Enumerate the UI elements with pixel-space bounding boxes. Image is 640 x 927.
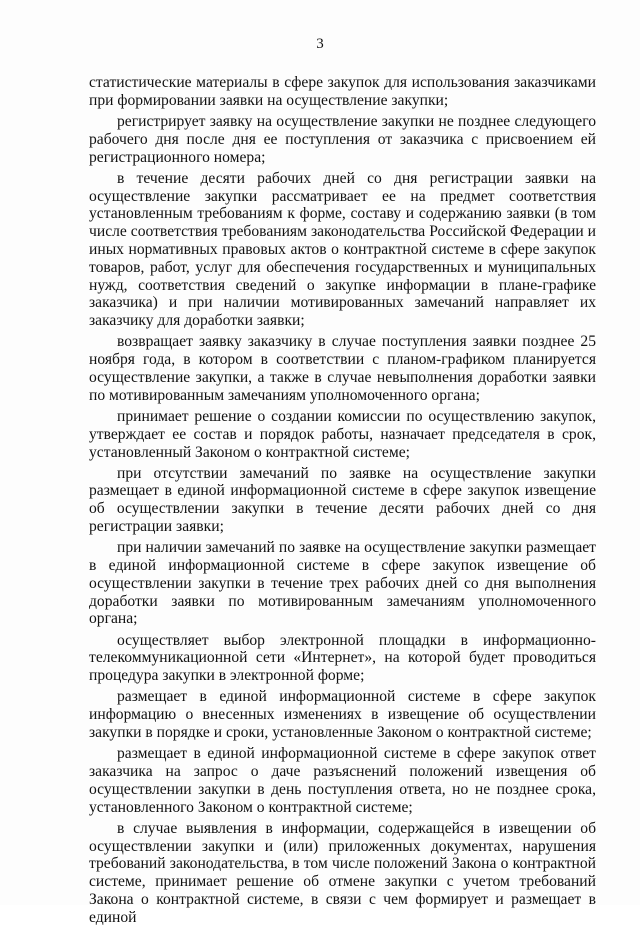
paragraph: возвращает заявку заказчику в случае поступления заявки позднее 25 ноября года, в котором в соответствии с планом-графиком планируется осуществление закупки, а также в случае невыполнения доработки заявки по мотивированным замечаниям уполномоченного органа; xyxy=(89,333,596,404)
paragraph: регистрирует заявку на осуществление закупки не позднее следующего рабочего дня после дня ее поступления от заказчика с присвоением ей регистрационного номера; xyxy=(89,112,596,166)
paragraph: в случае выявления в информации, содержащейся в извещении об осуществлении закупки и (или) приложенных документах, нарушения требований законодательства, в том числе положений Закона о контрактной системе, принимает решение об отмене закупки с учетом требований Закона о контрактной системе, в связи с чем формирует и размещает в единой xyxy=(89,819,596,926)
document-body xyxy=(89,74,596,927)
paragraph: размещает в единой информационной системе в сфере закупок информацию о внесенных изменениях в извещение об осуществлении закупки в порядке и сроки, установленные Законом о контрактной системе; xyxy=(89,688,596,742)
paragraph: при отсутствии замечаний по заявке на осуществление закупки размещает в единой информационной системе в сфере закупок извещение об осуществлении закупки в течение десяти рабочих дней со дня регистрации заявки; xyxy=(89,464,596,536)
page-number: 3 xyxy=(316,36,324,52)
paragraph: осуществляет выбор электронной площадки в информационно-телекоммуникационной сети «Интернет», на которой будет проводиться процедура закупки в электронной форме; xyxy=(89,631,596,685)
paragraph: статистические материалы в сфере закупок для использования заказчиками при формировании заявки на осуществление закупки; xyxy=(89,74,596,109)
paragraph: размещает в единой информационной системе в сфере закупок ответ заказчика на запрос о даче разъяснений положений извещения об осуществлении закупки в день поступления ответа, но не позднее срока, установленного Законом о контрактной системе; xyxy=(89,745,596,816)
paragraph: в течение десяти рабочих дней со дня регистрации заявки на осуществление закупки рассматривает ее на предмет соответствия установленным требованиям к форме, составу и содержанию заявки (в том числе соответствия требованиям законодательства Российской Федерации и иных нормативных правовых актов о контрактной системе в сфере закупок товаров, работ, услуг для обеспечения государственных и муниципальных нужд, соответствия сведений о закупке информации в плане-графике заказчика) и при наличии мотивированных замечаний направляет их заказчику для доработки заявки; xyxy=(89,169,596,330)
paragraph: при наличии замечаний по заявке на осуществление закупки размещает в единой информационной системе в сфере закупок извещение об осуществлении закупки в течение трех рабочих дней со дня выполнения доработки заявки по мотивированным замечаниям уполномоченного органа; xyxy=(89,539,596,628)
paragraph: принимает решение о создании комиссии по осуществлению закупок, утверждает ее состав и порядок работы, назначает председателя в срок, установленный Законом о контрактной системе; xyxy=(89,407,596,461)
